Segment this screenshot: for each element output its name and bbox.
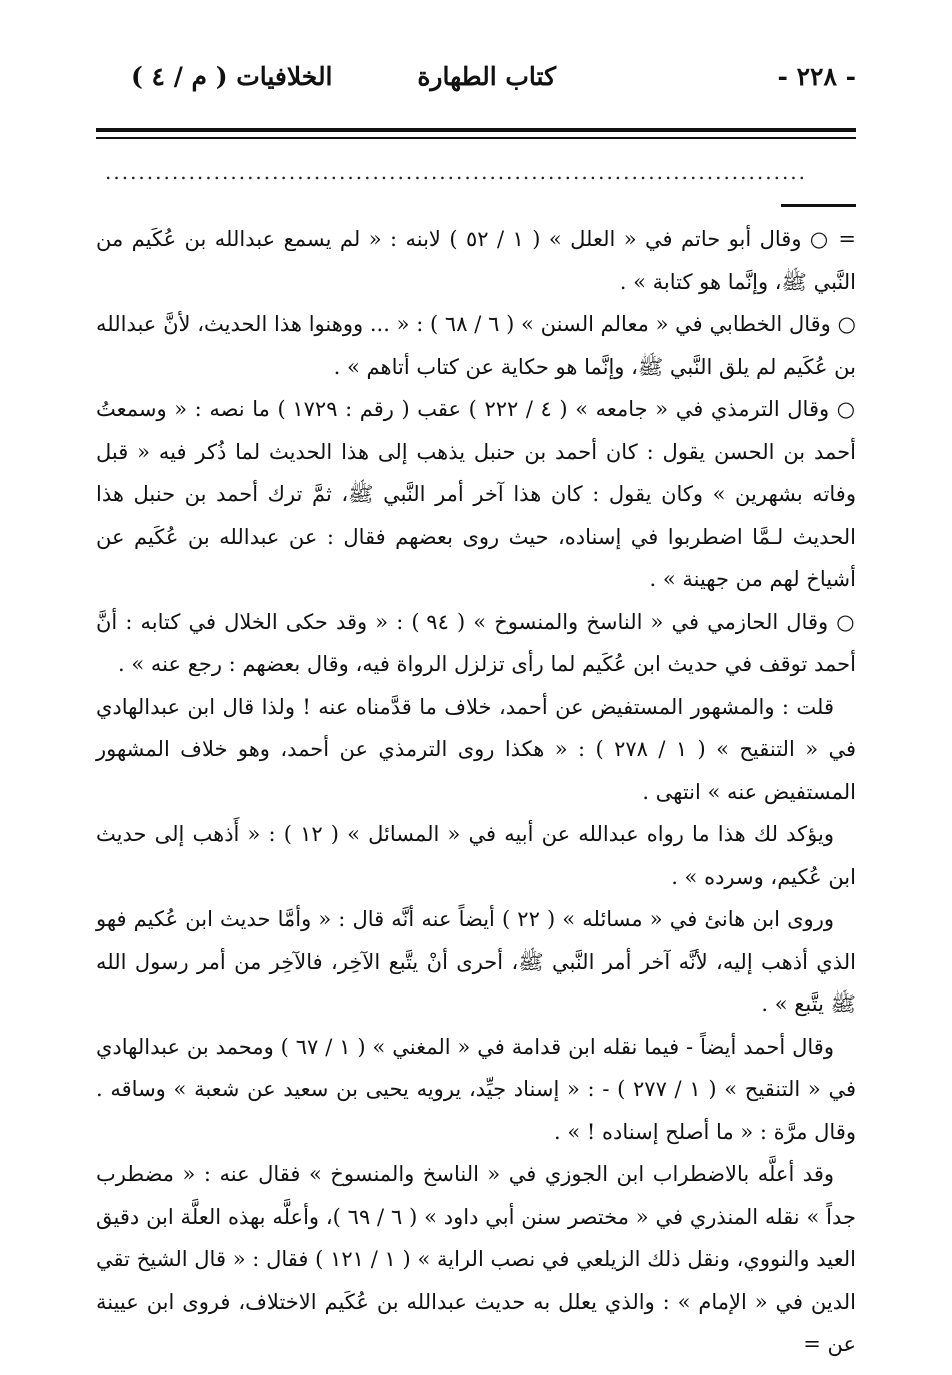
section-title: الخلافيات ( م / ٤ ) [131, 62, 333, 91]
paragraph: وروى ابن هانئ في « مسائله » ( ٢٢ ) أيضاً عنه أنَّه قال : « وأمَّا حديث ابن عُكيم فهو الذي أذهب إليه، لأنَّه آخر أمر النَّبي ﷺ، أحرى أنْ يتَّبع الآخِر، فالآخِر من أمر رسول الله ﷺ يتَّبع » . [96, 907, 856, 1016]
page-number: - ٢٢٨ - [777, 62, 856, 91]
paragraph: ○ وقال الحازمي في « الناسخ والمنسوخ » ( ٩٤ ) : « وقد حكى الخلال في كتابه : أنَّ أحمد توقف في حديث ابن عُكَيم لما رأى تزلزل الرواة فيه، وقال بعضهم : رجع عنه » . [96, 609, 856, 676]
book-title: كتاب الطهارة [417, 62, 556, 91]
paragraph: ○ وقال الخطابي في « معالم السنن » ( ٦ / ٦٨ ) : « ... ووهنوا هذا الحديث، لأنَّ عبدالله بن عُكَيم لم يلق النَّبي ﷺ، وإنَّما هو حكاية عن كتاب أتاهم » . [96, 312, 856, 379]
paragraph: = ○ وقال أبو حاتم في « العلل » ( ١ / ٥٢ ) لابنه : « لم يسمع عبدالله بن عُكَيم من النَّبي ﷺ، وإنَّما هو كتابة » . [96, 227, 857, 294]
paragraph: ○ وقال الترمذي في « جامعه » ( ٤ / ٢٢٢ ) عقب ( رقم : ١٧٢٩ ) ما نصه : « وسمعتُ أحمد بن الحسن يقول : كان أحمد بن حنبل يذهب إلى هذا الحديث لما ذُكر فيه « قبل وفاته بشهرين » وكان يقول : كان هذا آخر أمر النَّبي ﷺ، ثمَّ ترك أحمد بن حنبل هذا الحديث لـمَّا اضطربوا في إسناده، حيث روى بعضهم فقال : عن عبدالله بن عُكَيم عن أشياخ لهم من جهينة » . [96, 397, 856, 591]
running-header [96, 62, 856, 106]
header-rule-thin [96, 137, 856, 139]
footnote-body [96, 218, 856, 1366]
paragraph: وقد أعلَّه بالاضطراب ابن الجوزي في « الناسخ والمنسوخ » فقال عنه : « مضطرب جداً » نقله المنذري في « مختصر سنن أبي داود » ( ٦ / ٦٩ )، وأعلَّه بهذه العلَّة ابن دقيق العيد والنووي، ونقل ذلك الزيلعي في نصب الراية » ( ١ / ١٢١ ) فقال : « قال الشيخ تقي الدين في « الإمام » : والذي يعلل به حديث عبدالله بن عُكَيم الاختلاف، فروى ابن عيينة عن = [96, 1162, 856, 1356]
paragraph: قلت : والمشهور المستفيض عن أحمد، خلاف ما قدَّمناه عنه ! ولذا قال ابن عبدالهادي في « التنقيح » ( ١ / ٢٧٨ ) : « هكذا روى الترمذي عن أحمد، وهو خلاف المشهور المستفيض عنه » انتهى . [96, 694, 856, 804]
paragraph: ويؤكد لك هذا ما رواه عبدالله عن أبيه في « المسائل » ( ١٢ ) : « أَذهب إلى حديث ابن عُكيم، وسرده » . [96, 822, 856, 889]
paragraph: وقال أحمد أيضاً - فيما نقله ابن قدامة في « المغني » ( ١ / ٦٧ ) ومحمد بن عبدالهادي في « التنقيح » ( ١ / ٢٧٧ ) - : « إسناد جيِّد، يرويه يحيى بن سعيد عن شعبة » وساقه . وقال مرَّة : « ما أصلح إسناده ! » . [96, 1034, 856, 1144]
footnote-rule [781, 204, 856, 207]
dotted-separator: .................................................................................... [105, 160, 808, 184]
header-rule-thick [96, 128, 856, 132]
